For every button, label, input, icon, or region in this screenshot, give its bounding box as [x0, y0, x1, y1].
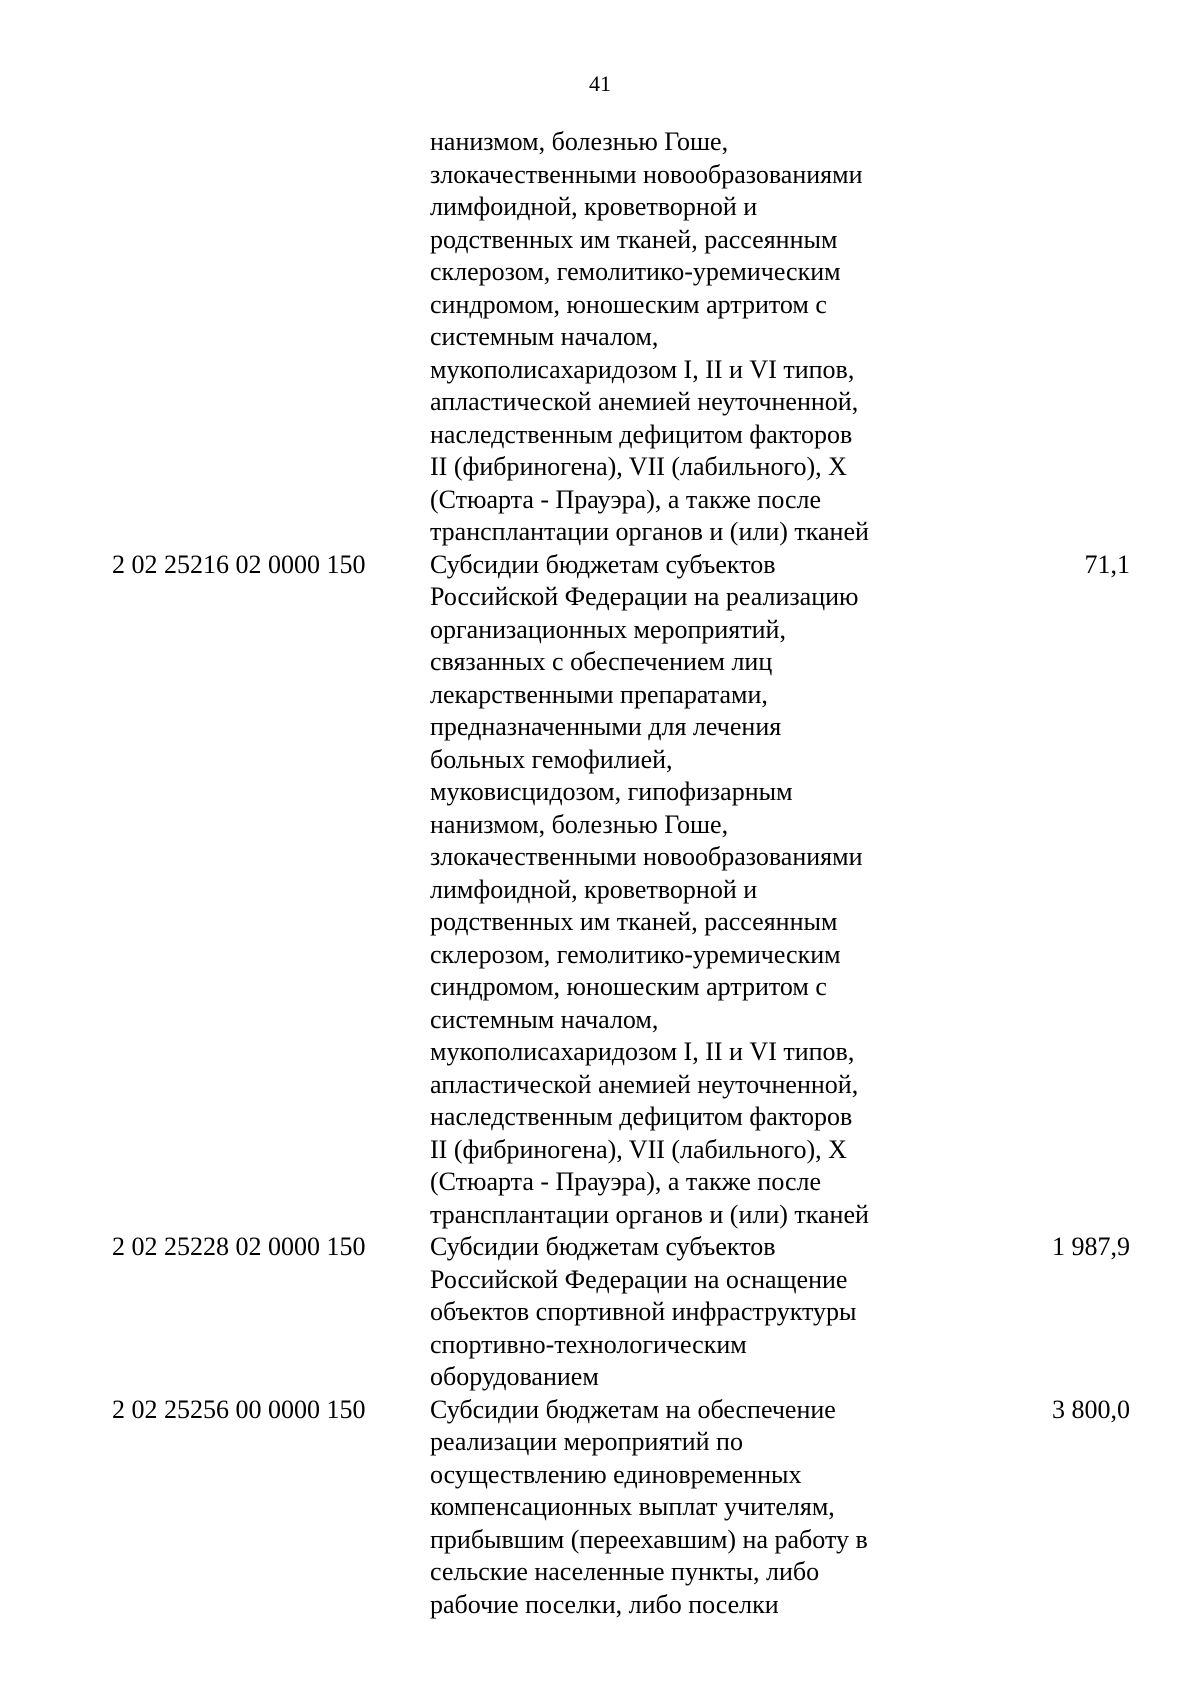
description-line: связанных с обеспечением лиц — [430, 647, 773, 676]
description-line: мукополисахаридозом I, II и VI типов, — [430, 1037, 855, 1066]
table-row — [0, 1231, 1200, 1394]
description-line: родственных им тканей, рассеянным — [430, 907, 838, 936]
description-line: мукополисахаридозом I, II и VI типов, — [430, 354, 855, 384]
description-line: злокачественными новообразованиями — [430, 842, 863, 871]
budget-table — [0, 126, 1200, 1621]
description-line: предназначенными для лечения — [430, 712, 782, 741]
description-line: прибывшим (переехавшим) на работу в — [430, 1524, 868, 1554]
budget-code: 2 02 25256 00 0000 150 — [112, 1394, 366, 1424]
description-line: синдромом, юношеским артритом с — [430, 289, 827, 319]
description-line: системным началом, — [430, 1004, 659, 1034]
page-number: 41 — [589, 71, 611, 96]
description-line: родственных им тканей, рассеянным — [430, 224, 838, 254]
description-line: системным началом, — [430, 322, 659, 351]
table-row — [0, 1394, 1200, 1622]
description-line: компенсационных выплат учителям, — [430, 1492, 835, 1521]
description-line: синдромом, юношеским артритом с — [430, 972, 827, 1001]
description-line: осуществлению единовременных — [430, 1459, 802, 1489]
budget-description — [430, 126, 915, 549]
description-line: II (фибриногена), VII (лабильного), X — [430, 1134, 847, 1164]
description-line: наследственным дефицитом факторов — [430, 1102, 853, 1131]
description-line: (Стюарта - Прауэра), а также после — [430, 1167, 822, 1196]
description-line: апластической анемией неуточненной, — [430, 387, 859, 416]
description-line: наследственным дефицитом факторов — [430, 419, 853, 449]
description-line: оборудованием — [430, 1362, 599, 1391]
description-line: спортивно-технологическим — [430, 1329, 747, 1359]
description-line: муковисцидозом, гипофизарным — [430, 777, 793, 806]
description-line: больных гемофилией, — [430, 744, 673, 774]
description-line: Российской Федерации на реализацию — [430, 582, 859, 611]
description-line: лекарственными препаратами, — [430, 679, 768, 709]
description-line: Субсидии бюджетам на обеспечение — [430, 1394, 836, 1424]
budget-code: 2 02 25228 02 0000 150 — [112, 1232, 366, 1261]
description-line: злокачественными новообразованиями — [430, 159, 863, 189]
description-line: реализации мероприятий по — [430, 1427, 743, 1456]
description-line: II (фибриногена), VII (лабильного), X — [430, 452, 847, 481]
description-line: нанизмом, болезнью Гоше, — [430, 809, 729, 839]
table-row — [0, 126, 1200, 549]
description-line: трансплантации органов и (или) тканей — [430, 517, 869, 546]
budget-description — [430, 549, 915, 1232]
description-line: нанизмом, болезнью Гоше, — [430, 127, 729, 156]
budget-amount: 71,1 — [1084, 549, 1130, 579]
description-line: Субсидии бюджетам субъектов — [430, 1232, 776, 1261]
description-line: лимфоидной, кроветворной и — [430, 874, 758, 904]
description-line: склерозом, гемолитико-уремическим — [430, 939, 841, 969]
budget-amount: 1 987,9 — [1052, 1232, 1130, 1261]
budget-description — [430, 1231, 915, 1394]
budget-amount: 3 800,0 — [1052, 1394, 1130, 1424]
description-line: организационных мероприятий, — [430, 614, 786, 644]
budget-description — [430, 1394, 915, 1622]
description-line: трансплантации органов и (или) тканей — [430, 1199, 869, 1229]
budget-code: 2 02 25216 02 0000 150 — [112, 549, 366, 579]
description-line: Субсидии бюджетам субъектов — [430, 549, 776, 579]
description-line: (Стюарта - Прауэра), а также после — [430, 484, 822, 514]
description-line: сельские населенные пункты, либо — [430, 1557, 820, 1586]
description-line: лимфоидной, кроветворной и — [430, 192, 758, 221]
description-line: объектов спортивной инфраструктуры — [430, 1297, 857, 1326]
description-line: Российской Федерации на оснащение — [430, 1264, 848, 1294]
table-row — [0, 549, 1200, 1232]
description-line: склерозом, гемолитико-уремическим — [430, 257, 841, 286]
description-line: апластической анемией неуточненной, — [430, 1069, 859, 1099]
description-line: рабочие поселки, либо поселки — [430, 1589, 779, 1619]
